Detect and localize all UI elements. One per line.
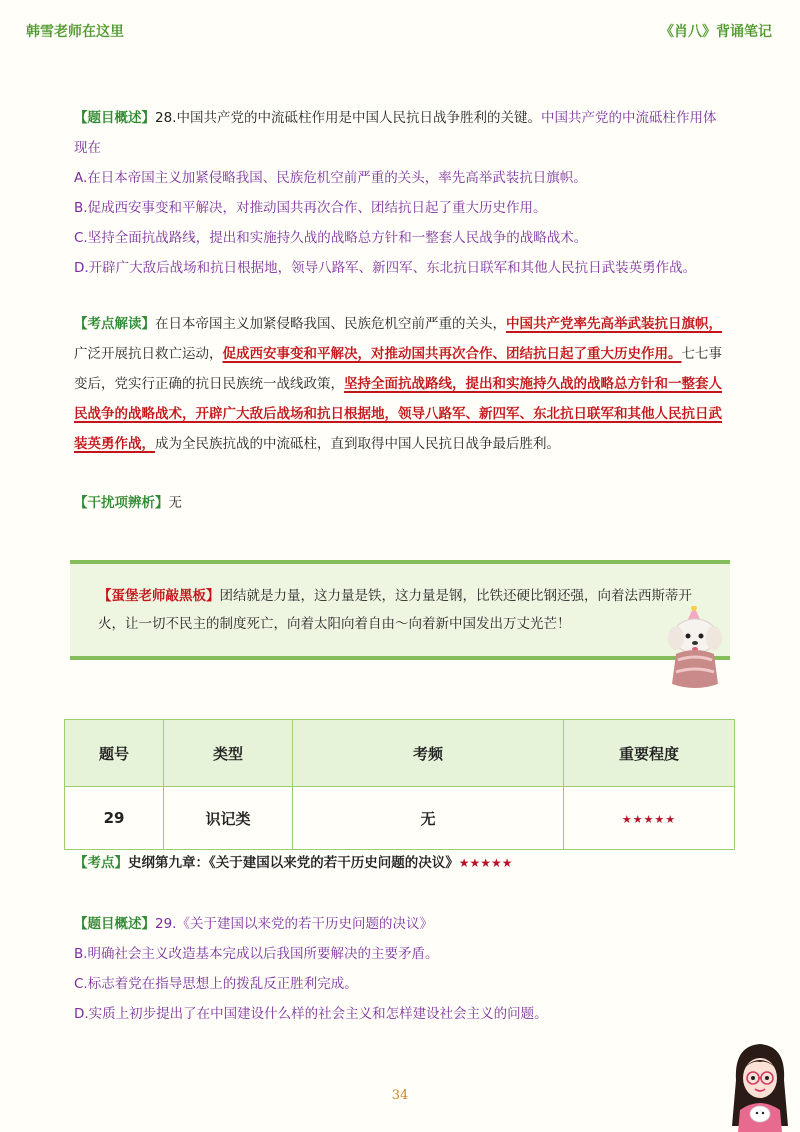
header-cell-importance: 重要程度	[564, 720, 735, 787]
header-left-title: 韩雪老师在这里	[26, 24, 124, 40]
q29-overview-tag: 【题目概述】	[74, 916, 155, 932]
q28-overview-tag: 【题目概述】	[74, 110, 155, 126]
analysis-highlight-2: 促成西安事变和平解决，对推动国共再次合作、团结抗日起了重大历史作用。	[222, 346, 682, 362]
header-cell-type: 类型	[164, 720, 293, 787]
analysis-plain-1: 在日本帝国主义加紧侵略我国、民族危机空前严重的关头，	[155, 316, 506, 332]
analysis-highlight-1: 中国共产党率先高举武装抗日旗帜，	[506, 316, 722, 332]
q29-overview	[74, 909, 729, 1029]
q28-distractor-tag: 【干扰项辨析】	[74, 495, 169, 511]
blackboard-body: 团结就是力量，这力量是铁，这力量是钢，比铁还硬比钢还强，向着法西斯蒂开火，让一切不民主的制度死亡，向着太阳向着自由～向着新中国发出万丈光芒！	[98, 588, 692, 632]
analysis-plain-2: 广泛开展抗日救亡运动，	[74, 346, 223, 362]
cell-number: 29	[65, 787, 164, 850]
question-info-table	[64, 719, 735, 850]
cell-type: 识记类	[164, 787, 293, 850]
q28-option-a: A.在日本帝国主义加紧侵略我国、民族危机空前严重的关头，率先高举武装抗日旗帜。	[74, 170, 587, 186]
blackboard-text	[98, 582, 708, 638]
q28-stem	[74, 103, 729, 163]
q29-stem-text: 29.《关于建国以来党的若干历史问题的决议》	[155, 916, 433, 932]
q28-distractor	[74, 488, 729, 518]
page-number: 34	[391, 1088, 409, 1103]
table-header-row	[65, 720, 735, 787]
q28-option-c: C.坚持全面抗战路线，提出和实施持久战的战略总方针和一整套人民战争的战略战术。	[74, 230, 588, 246]
q28-stem-black: 28.中国共产党的中流砥柱作用是中国人民抗日战争胜利的关键。	[155, 110, 541, 126]
q29-option-d: D.实质上初步提出了在中国建设什么样的社会主义和怎样建设社会主义的问题。	[74, 1006, 548, 1022]
q28-option-d: D.开辟广大敌后战场和抗日根据地，领导八路军、新四军、东北抗日联军和其他人民抗日武装英勇作战。	[74, 260, 697, 276]
q28-stem-purple: 中国共产党的中流砥柱作用体现在	[74, 110, 717, 156]
q29-point-tag: 【考点】	[74, 855, 128, 871]
q28-option-b: B.促成西安事变和平解决，对推动国共再次合作、团结抗日起了重大历史作用。	[74, 200, 547, 216]
puppy-illustration	[664, 606, 726, 690]
table-row	[65, 787, 735, 850]
blackboard-bottom-stripe	[70, 656, 730, 660]
q29-option-c: C.标志着党在指导思想上的拨乱反正胜利完成。	[74, 976, 358, 992]
cell-frequency: 无	[293, 787, 564, 850]
q28-distractor-text: 无	[168, 495, 182, 511]
header-cell-frequency: 考频	[293, 720, 564, 787]
blackboard-tag: 【蛋堡老师敲黑板】	[98, 588, 220, 604]
q29-option-b: B.明确社会主义改造基本完成以后我国所要解决的主要矛盾。	[74, 946, 439, 962]
q28-analysis-tag: 【考点解读】	[74, 316, 155, 332]
blackboard-box	[70, 560, 730, 660]
analysis-plain-4: 成为全民族抗战的中流砥柱，直到取得中国人民抗日战争最后胜利。	[155, 436, 560, 452]
header-cell-number: 题号	[65, 720, 164, 787]
q29-point	[74, 848, 729, 878]
cell-importance	[564, 787, 735, 850]
q29-point-stars: ★★★★★	[458, 856, 513, 870]
q29-stem	[74, 909, 729, 939]
q28-analysis	[74, 309, 729, 459]
header-right-title: 《肖八》背诵笔记	[660, 24, 772, 40]
analysis-plain-3: 七七事变后，党实行正确的抗日民族统一战线政策，	[74, 346, 722, 392]
importance-stars: ★★★★★	[621, 813, 677, 826]
blackboard-top-stripe	[70, 560, 730, 564]
analysis-highlight-3: 坚持全面抗战路线，提出和实施持久战的战略总方针和一整套人民战争的战略战术，开辟广大敌后战场和抗日根据地，领导八路军、新四军、东北抗日联军和其他人民抗日武装英勇作战，	[74, 376, 722, 452]
q29-point-text: 史纲第九章：《关于建国以来党的若干历史问题的决议》	[128, 855, 459, 871]
teacher-illustration	[728, 1040, 792, 1132]
q28-overview	[74, 103, 729, 283]
